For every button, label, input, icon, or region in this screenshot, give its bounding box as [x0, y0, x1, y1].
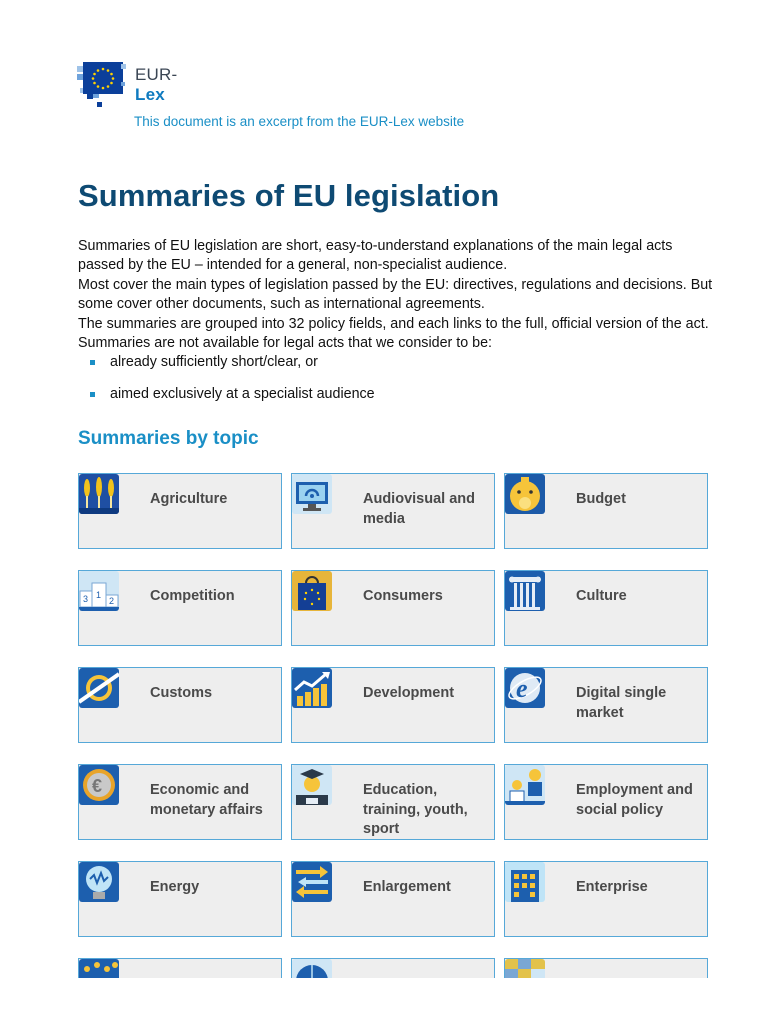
topic-tile-budget[interactable]: [504, 473, 708, 549]
topic-label: Culture: [576, 588, 627, 604]
eu-flag-logo-icon: [77, 62, 127, 110]
workers-icon: [505, 765, 545, 805]
podium-icon: [79, 571, 119, 611]
growth-chart-icon: [292, 668, 332, 708]
e-symbol-icon: [505, 668, 545, 708]
topic-label: Energy: [150, 879, 200, 895]
column-icon: [505, 571, 545, 611]
euro-coin-icon: [79, 765, 119, 805]
intro-paragraph-3: The summaries are grouped into 32 policy fields, and each links to the full, official version of the act. Summaries are not available for legal acts that we consider to be:: [78, 315, 709, 352]
topic-label: Digital single market: [576, 685, 667, 721]
mosaic-icon: [505, 959, 545, 978]
topic-label: Consumers: [363, 588, 443, 604]
svg-text:2: 2: [109, 596, 115, 606]
topic-tile-row6-1[interactable]: [78, 958, 282, 978]
topic-tile-employment[interactable]: [504, 764, 708, 840]
topic-tile-consumers[interactable]: [291, 570, 495, 646]
intro-paragraph-1: Summaries of EU legislation are short, easy-to-understand explanations of the main legal acts passed by the EU – intended for a general, non-specialist audience.: [78, 238, 673, 274]
list-item: aimed exclusively at a specialist audience: [78, 385, 718, 404]
intro-text: [78, 237, 718, 404]
monitor-icon: [292, 474, 332, 514]
topic-tile-enterprise[interactable]: [504, 861, 708, 937]
piggy-bank-icon: [505, 474, 545, 514]
intro-paragraph-2: Most cover the main types of legislation passed by the EU: directives, regulations and decisions. But some cover other documents, such as international agreements.: [78, 276, 713, 313]
topic-tile-agriculture[interactable]: [78, 473, 282, 549]
list-item: already sufficiently short/clear, or: [78, 353, 718, 372]
flowers-icon: [79, 959, 119, 978]
topic-tile-competition[interactable]: [78, 570, 282, 646]
topic-tile-row6-3[interactable]: [504, 958, 708, 978]
exclusion-list: [78, 353, 718, 404]
shopping-bag-icon: [292, 571, 332, 611]
topic-label: Competition: [150, 588, 235, 604]
topic-label: Education, training, youth, sport: [363, 782, 468, 837]
topic-tile-economic[interactable]: [78, 764, 282, 840]
globe-icon: [292, 959, 332, 978]
svg-text:1: 1: [96, 590, 102, 600]
barrier-icon: [79, 668, 119, 708]
svg-text:€: €: [92, 776, 103, 796]
topic-tile-development[interactable]: [291, 667, 495, 743]
topic-label: Audiovisual and media: [363, 491, 475, 527]
lightbulb-icon: [79, 862, 119, 902]
topic-label: Budget: [576, 491, 626, 507]
svg-text:e: e: [516, 674, 528, 703]
wheat-icon: [79, 474, 119, 514]
topic-label: Agriculture: [150, 491, 228, 507]
topic-label: Enlargement: [363, 879, 451, 895]
topic-label: Economic and monetary affairs: [150, 782, 263, 818]
topic-tile-enlargement[interactable]: [291, 861, 495, 937]
topic-tile-customs[interactable]: [78, 667, 282, 743]
excerpt-note: This document is an excerpt from the EUR-Lex website: [134, 114, 465, 129]
topic-tile-row6-2[interactable]: [291, 958, 495, 978]
topic-tile-energy[interactable]: [78, 861, 282, 937]
svg-text:3: 3: [83, 594, 89, 604]
building-icon: [505, 862, 545, 902]
topic-label: Enterprise: [576, 879, 648, 895]
topic-label: Customs: [150, 685, 213, 701]
topic-tile-education[interactable]: [291, 764, 495, 840]
graduate-icon: [292, 765, 332, 805]
topic-label: Employment and social policy: [576, 782, 693, 818]
eurlex-logo[interactable]: [77, 62, 207, 110]
logo-wordmark: EUR-Lex: [135, 65, 178, 104]
topic-tile-culture[interactable]: [504, 570, 708, 646]
topic-grid: [78, 473, 712, 978]
topic-tile-digital[interactable]: [504, 667, 708, 743]
topics-heading: Summaries by topic: [78, 428, 259, 449]
page-title: Summaries of EU legislation: [78, 178, 500, 213]
topic-tile-audiovisual[interactable]: [291, 473, 495, 549]
arrows-icon: [292, 862, 332, 902]
topic-label: Development: [363, 685, 455, 701]
